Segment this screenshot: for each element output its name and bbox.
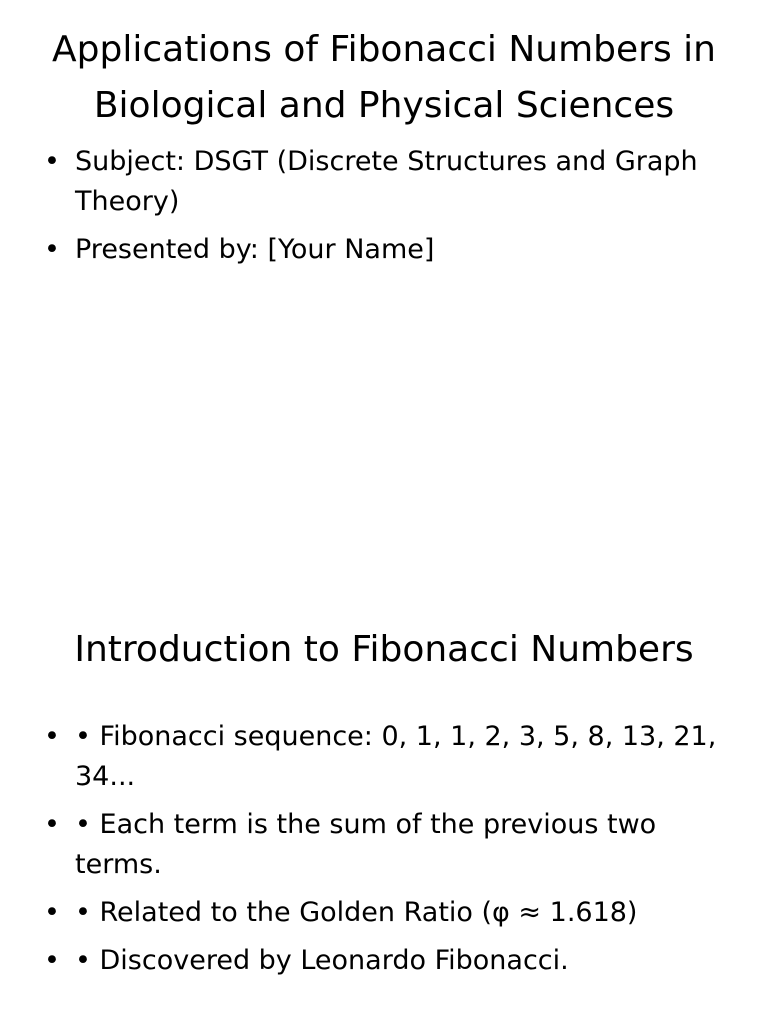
bullet-text: Presented by: [Your Name] [75,234,435,265]
bullet-text: • Related to the Golden Ratio (φ ≈ 1.618) [75,897,638,928]
bullet-item-discovery [44,941,724,981]
bullet-item-subject [44,142,724,222]
bullet-icon: • [44,234,60,265]
bullet-list [44,142,724,278]
bullet-icon: • [44,721,60,752]
slide-title: Applications of Fibonacci Numbers in Biological and Physical Sciences [52,29,716,126]
bullet-item-sequence [44,717,724,797]
bullet-item-sum [44,805,724,885]
slide-title: Introduction to Fibonacci Numbers [74,629,694,670]
slide-introduction [0,600,768,1024]
bullet-text: Subject: DSGT (Discrete Structures and Graph Theory) [75,146,698,217]
bullet-item-presenter [44,230,724,270]
bullet-icon: • [44,146,60,177]
bullet-text: • Each term is the sum of the previous two terms. [75,809,657,880]
bullet-text: • Discovered by Leonardo Fibonacci. [75,945,569,976]
bullet-item-golden-ratio [44,893,724,933]
bullet-text: • Fibonacci sequence: 0, 1, 1, 2, 3, 5, 8, 13, 21, 34... [75,721,717,792]
bullet-icon: • [44,945,60,976]
bullet-icon: • [44,897,60,928]
bullet-list [44,717,724,989]
bullet-icon: • [44,809,60,840]
